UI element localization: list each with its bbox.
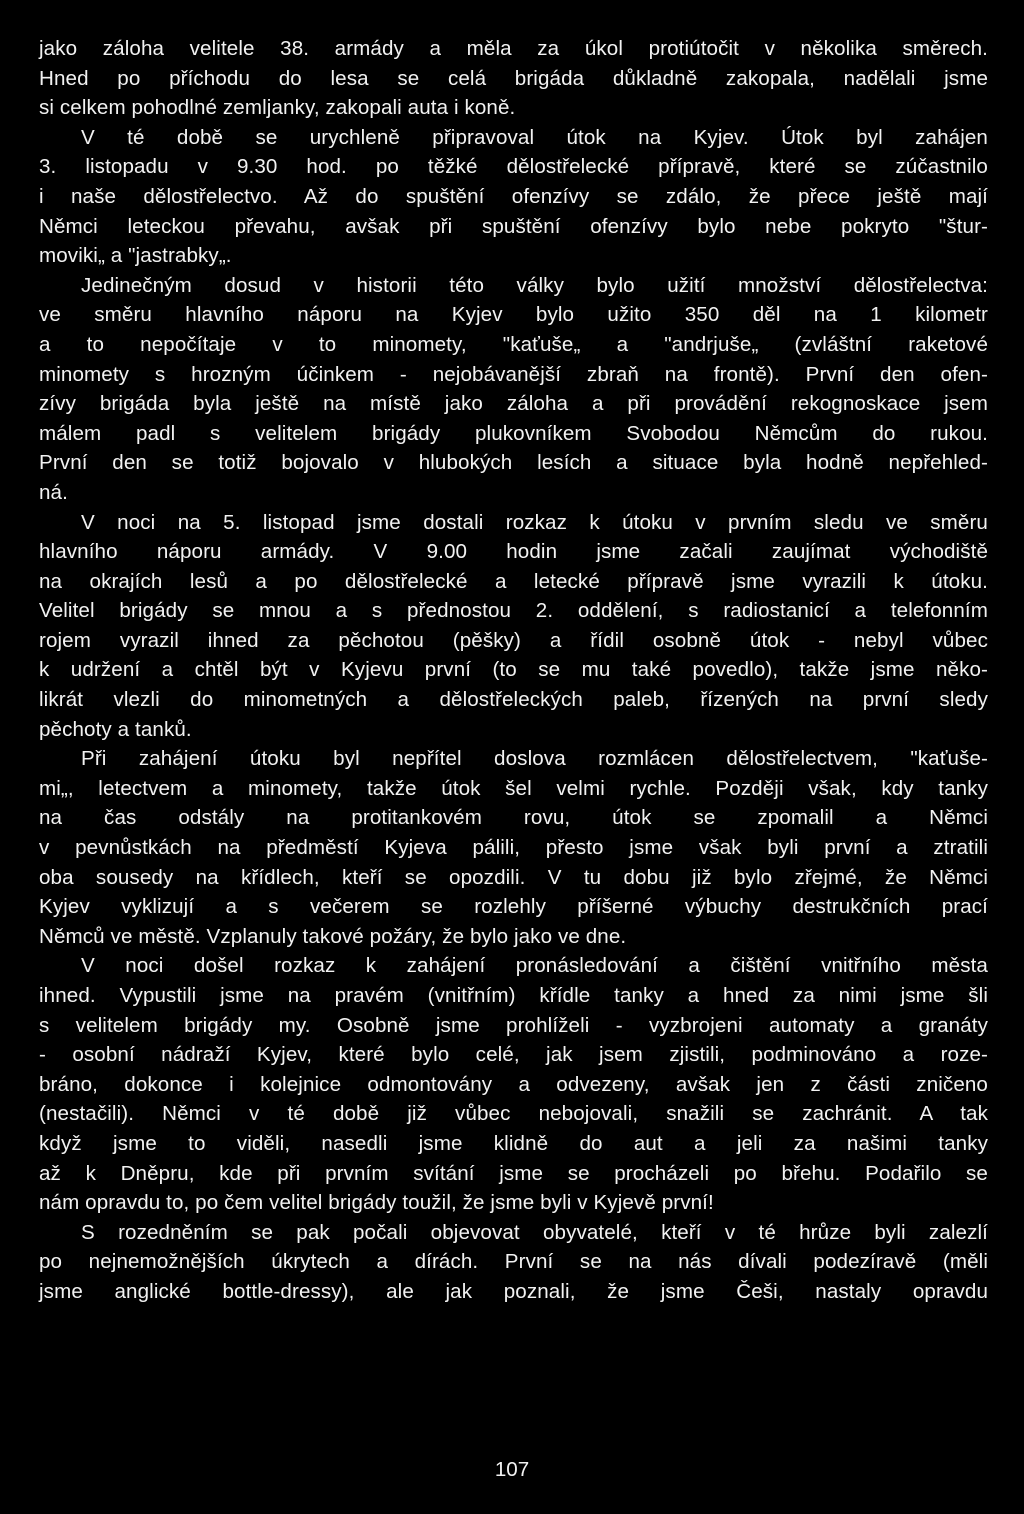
text-line: Hned po příchodu do lesa se celá brigáda důkladně zakopala, nadělali jsme xyxy=(39,66,988,90)
page-number: 107 xyxy=(494,1458,530,1481)
text-line: V noci na 5. listopad jsme dostali rozkaz k útoku v prvním sledu ve směru xyxy=(81,510,988,534)
text-line: (nestačili). Němci v té době již vůbec nebojovali, snažili se zachránit. A tak xyxy=(39,1102,988,1126)
text-line: - osobní nádraží Kyjev, které bylo celé, jak jsem zjistili, podminováno a roze- xyxy=(39,1043,988,1067)
text-line: si celkem pohodlné zemljanky, zakopali auta i koně. xyxy=(39,96,516,120)
text-line: S rozedněním se pak počali objevovat obyvatelé, kteří v té hrůze byli zalezlí xyxy=(81,1220,988,1244)
text-line: oba sousedy na křídlech, kteří se opozdili. V tu dobu již bylo zřejmé, že Němci xyxy=(39,865,988,889)
text-line: k udržení a chtěl být v Kyjevu první (to se mu také povedlo), takže jsme něko- xyxy=(39,658,988,682)
text-line: První den se totiž bojovalo v hlubokých lesích a situace byla hodně nepřehled- xyxy=(39,451,988,475)
text-line: a to nepočítaje v to minomety, "kaťuše„ a "andrjuše„ (zvláštní raketové xyxy=(39,332,988,356)
text-line: 3. listopadu v 9.30 hod. po těžké dělostřelecké přípravě, které se zúčastnilo xyxy=(39,155,988,179)
text-line: minomety s hrozným účinkem - nejobávanější zbraň na frontě). První den ofen- xyxy=(39,362,988,386)
text-line: jsme anglické bottle-dressy), ale jak poznali, že jsme Češi, nastaly opravdu xyxy=(39,1279,988,1303)
text-line: na čas odstály na protitankovém rovu, útok se zpomalil a Němci xyxy=(39,806,988,830)
text-line: Kyjev vyklizují a s večerem se rozlehly příšerné výbuchy destrukčních prací xyxy=(39,895,988,919)
text-line: zívy brigáda byla ještě na místě jako záloha a při provádění rekognoskace jsem xyxy=(39,392,988,416)
text-line: Velitel brigády se mnou a s přednostou 2. oddělení, s radiostanicí a telefonním xyxy=(39,599,988,623)
text-line: s velitelem brigády my. Osobně jsme prohlíželi - vyzbrojeni automaty a granáty xyxy=(39,1013,988,1037)
page-body-text xyxy=(39,34,988,1307)
text-line: Němců ve městě. Vzplanuly takové požáry, že bylo jako ve dne. xyxy=(39,924,627,948)
text-line: ve směru hlavního náporu na Kyjev bylo užito 350 děl na 1 kilometr xyxy=(39,303,988,327)
text-line: nám opravdu to, po čem velitel brigády toužil, že jsme byli v Kyjevě první! xyxy=(39,1191,714,1215)
text-line: Němci leteckou převahu, avšak při spuštění ofenzívy bylo nebe pokryto "štur- xyxy=(39,214,988,238)
text-line: V té době se urychleně připravoval útok na Kyjev. Útok byl zahájen xyxy=(81,125,988,149)
text-line: na okrajích lesů a po dělostřelecké a letecké přípravě jsme vyrazili k útoku. xyxy=(39,569,988,593)
text-line: likrát vlezli do minometných a dělostřeleckých paleb, řízených na první sledy xyxy=(39,688,988,712)
text-line: mi„, letectvem a minomety, takže útok šel velmi rychle. Později však, kdy tanky xyxy=(39,776,988,800)
text-line: jako záloha velitele 38. armády a měla za úkol protiútočit v několika směrech. xyxy=(39,37,988,60)
text-line: po nejnemožnějších úkrytech a dírách. První se na nás dívali podezíravě (měli xyxy=(39,1250,988,1274)
text-line: moviki„ a "jastrabky„. xyxy=(39,244,232,268)
text-line: až k Dněpru, kde při prvním svítání jsme se procházeli po břehu. Podařilo se xyxy=(39,1161,988,1185)
text-line: rojem vyrazil ihned za pěchotou (pěšky) a řídil osobně útok - nebyl vůbec xyxy=(39,628,988,652)
text-line: bráno, dokonce i kolejnice odmontovány a odvezeny, avšak jen z části zničeno xyxy=(39,1072,988,1096)
text-line: Při zahájení útoku byl nepřítel doslova rozmlácen dělostřelectvem, "kaťuše- xyxy=(81,747,988,771)
text-line: ihned. Vypustili jsme na pravém (vnitřním) křídle tanky a hned za nimi jsme šli xyxy=(39,984,988,1007)
text-line: v pevnůstkách na předměstí Kyjeva pálili, přesto jsme však byli první a ztratili xyxy=(39,836,988,860)
text-line: V noci došel rozkaz k zahájení pronásledování a čištění vnitřního města xyxy=(81,954,988,978)
text-line: pěchoty a tanků. xyxy=(39,717,192,741)
text-line: když jsme to viděli, nasedli jsme klidně do aut a jeli za našimi tanky xyxy=(39,1131,988,1155)
text-line: i naše dělostřelectvo. Až do spuštění ofenzívy se zdálo, že přece ještě mají xyxy=(39,184,988,208)
text-line: ná. xyxy=(39,480,68,504)
text-line: hlavního náporu armády. V 9.00 hodin jsme začali zaujímat východiště xyxy=(39,540,988,564)
text-line: Jedinečným dosud v historii této války bylo užití množství dělostřelectva: xyxy=(81,273,988,297)
text-line: málem padl s velitelem brigády plukovníkem Svobodou Němcům do rukou. xyxy=(39,421,988,445)
